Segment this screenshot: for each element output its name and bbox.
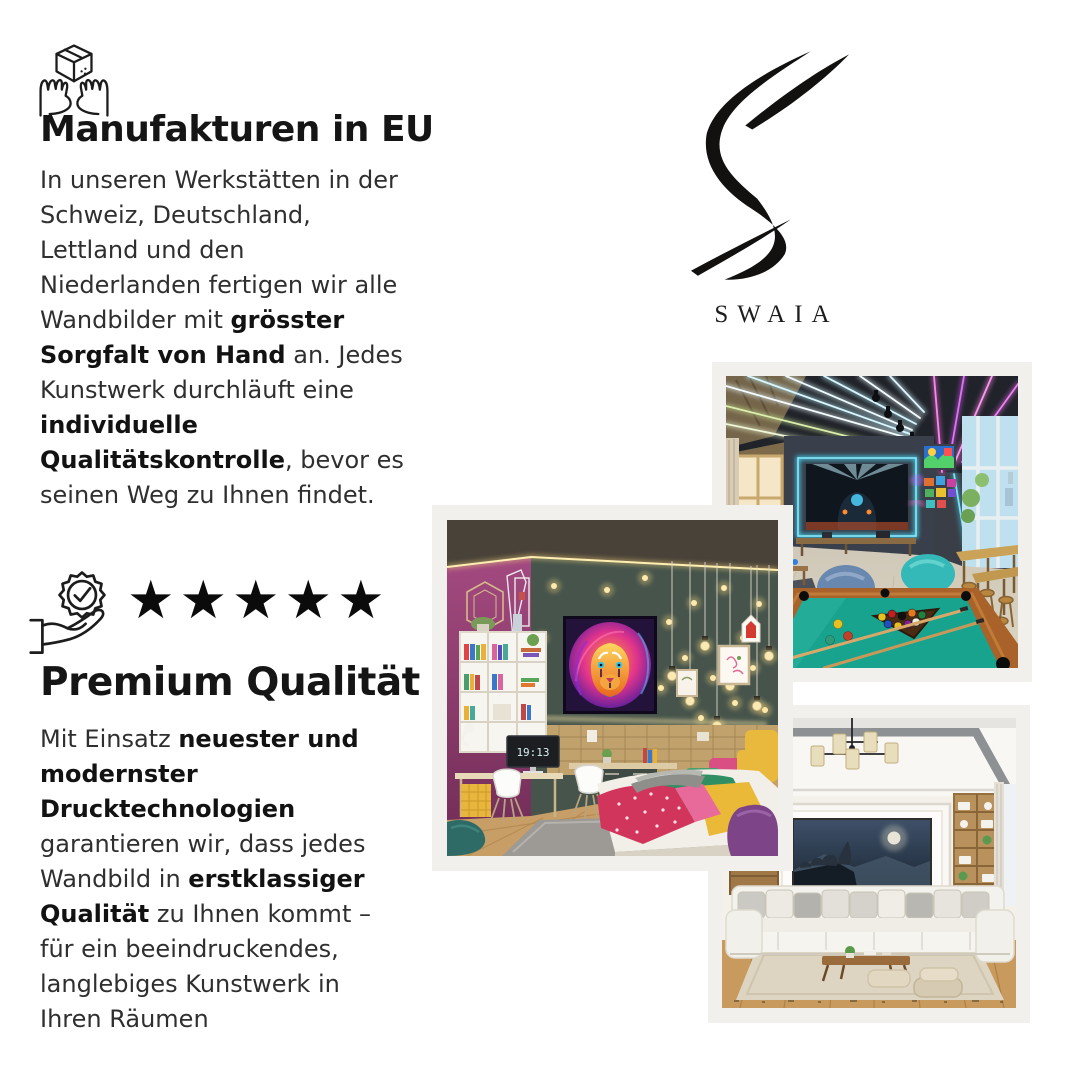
manufacture-heading: Manufakturen in EU [40, 109, 434, 150]
star-icon: ★ [337, 570, 390, 631]
photo-bedroom [432, 505, 793, 871]
star-icon: ★ [179, 570, 233, 631]
quality-heading: Premium Qualität [40, 660, 420, 705]
five-star-rating [127, 570, 390, 631]
swaia-logo-icon [688, 40, 856, 298]
monitor-clock: 19:13 [516, 746, 550, 759]
hand-holding-medal-icon [28, 568, 118, 658]
quality-paragraph: Mit Einsatz neuester und modernster Drucktechnologien garantieren wir, dass jedes Wandbild in erstklassiger Qualität zu Ihnen kommt – für ein beeindruckendes, langlebiges Kunstwerk in Ihren Räumen [40, 725, 371, 1033]
star-icon: ★ [284, 570, 338, 631]
star-icon: ★ [127, 570, 180, 631]
star-icon: ★ [232, 570, 285, 631]
swaia-wordmark: SWAIA [714, 301, 839, 328]
manufacture-paragraph: In unseren Werkstätten in der Schweiz, Deutschland, Lettland und den Niederlanden fertigen wir alle Wandbilder mit grösster Sorgfalt von Hand an. Jedes Kunstwerk durchläuft eine individuelle Qualitätskontrolle, bevor es seinen Weg zu Ihnen findet. [40, 166, 404, 509]
bedroom-illustration [447, 520, 778, 856]
